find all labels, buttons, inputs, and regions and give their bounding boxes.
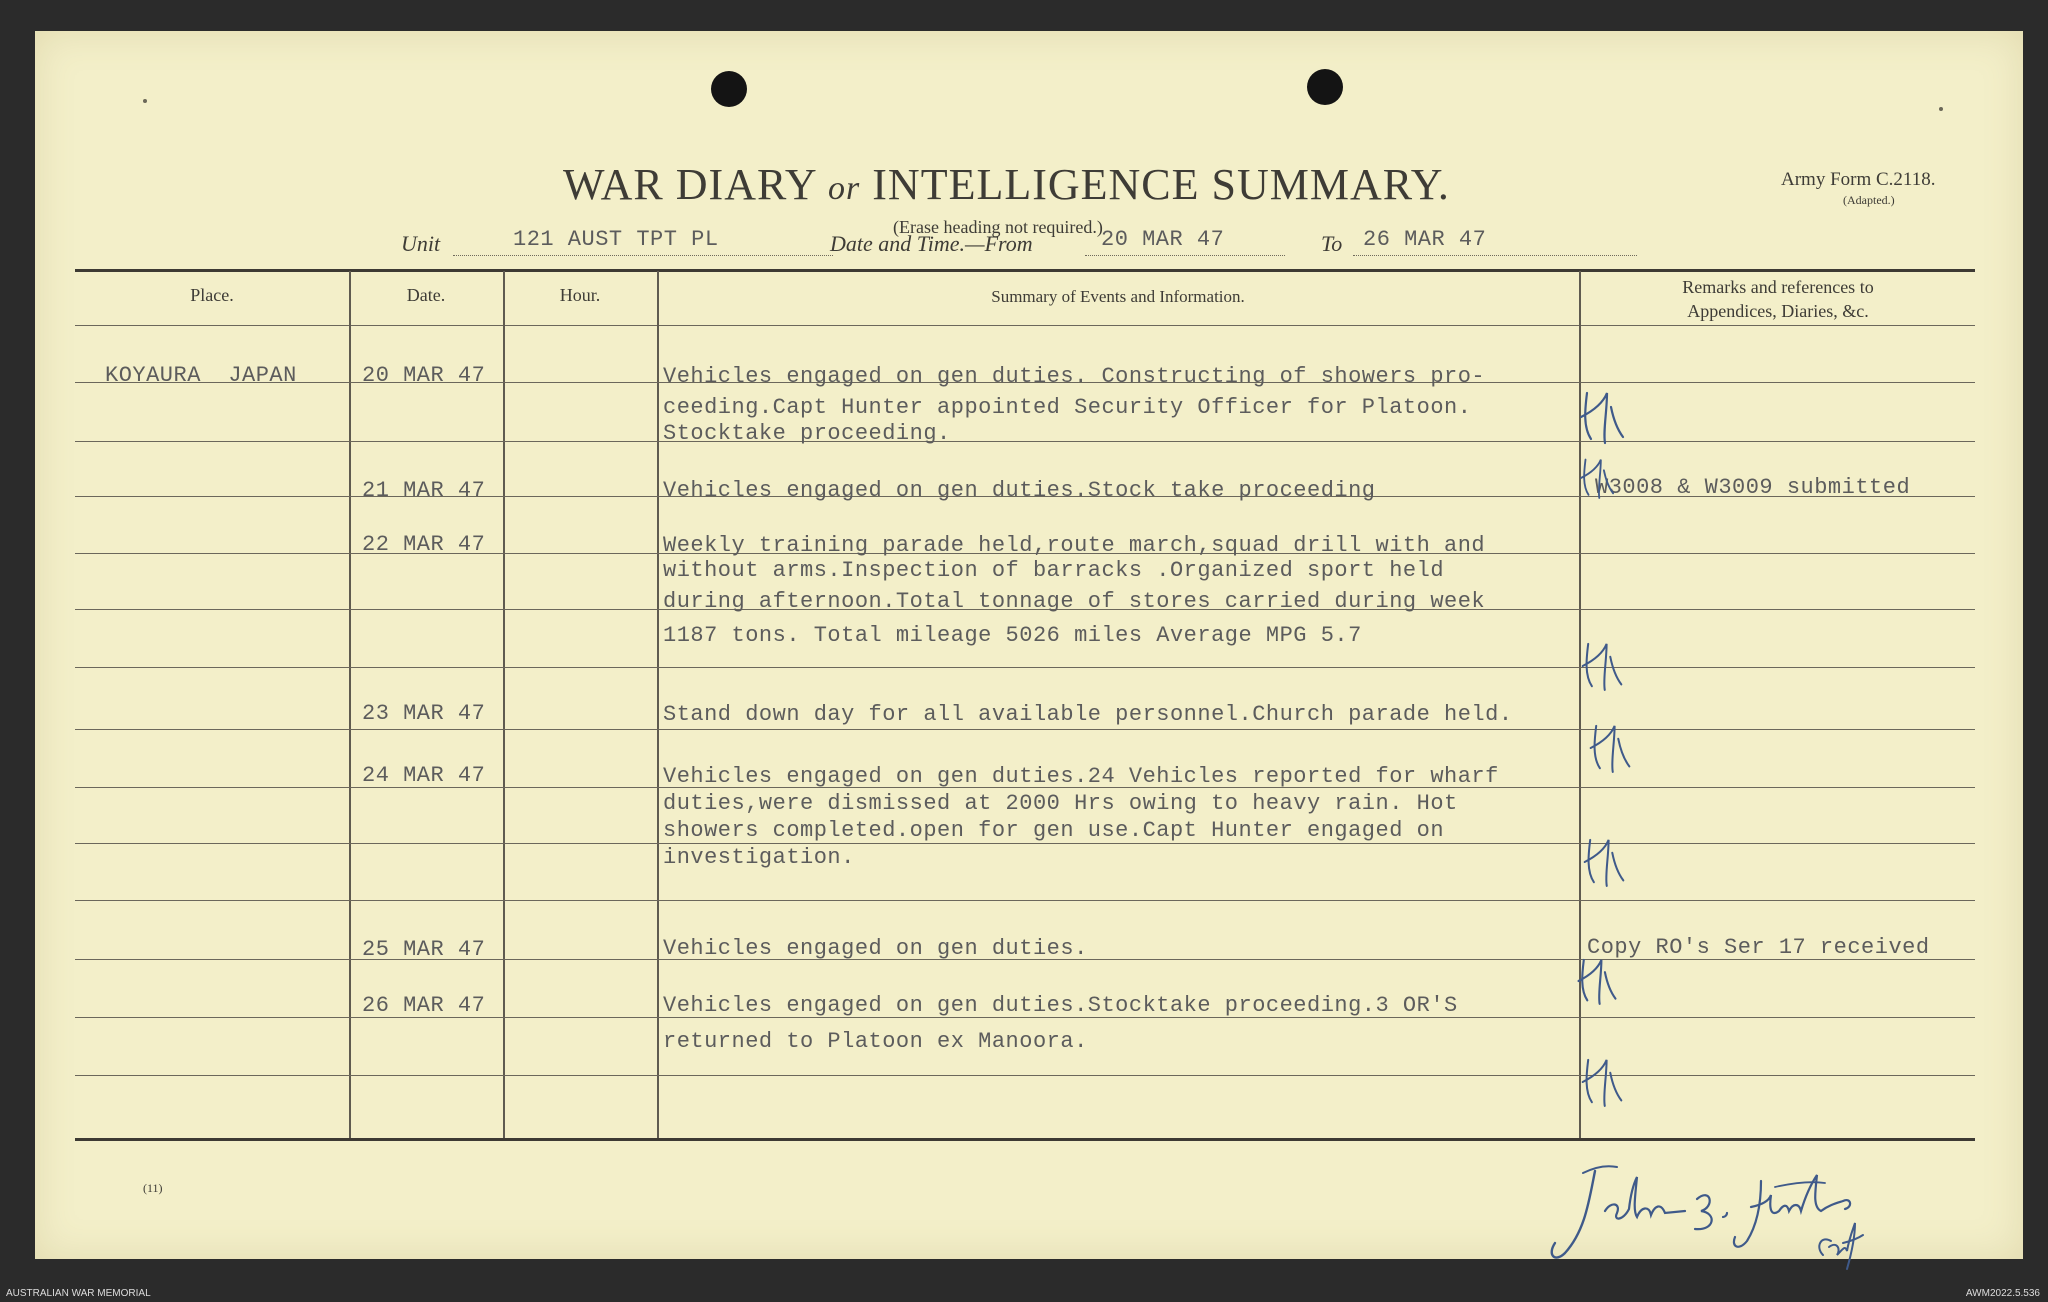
- date-to-dotted-line: [1353, 255, 1637, 256]
- col-header-hour: Hour.: [559, 285, 601, 305]
- table-bottom-rule: [75, 1138, 1975, 1141]
- entry-date: 26 MAR 47: [362, 993, 486, 1018]
- title-part-1: WAR DIARY: [563, 160, 817, 209]
- entry-summary-line: Vehicles engaged on gen duties.Stocktake proceeding.3 OR'S: [663, 993, 1458, 1018]
- table-top-rule: [75, 269, 1975, 272]
- title-part-2: INTELLIGENCE SUMMARY.: [872, 160, 1450, 209]
- entry-summary-line: Vehicles engaged on gen duties. Constructing of showers pro-: [663, 364, 1486, 389]
- footer-accession-number: AWM2022.5.536: [1965, 1288, 2040, 1299]
- entry-date: 25 MAR 47: [362, 937, 486, 962]
- punch-hole-left: [711, 71, 747, 107]
- col-header-summary: Summary of Events and Information.: [991, 287, 1245, 306]
- initials-mark: [1581, 831, 1627, 893]
- entry-summary-line: Stocktake proceeding.: [663, 421, 951, 446]
- entry-date: 23 MAR 47: [362, 701, 486, 726]
- row-rule: [75, 441, 1975, 442]
- col-header-remarks-line-1: Remarks and references to: [1682, 277, 1874, 297]
- col-header-remarks-line-2: Appendices, Diaries, &c.: [1687, 301, 1869, 321]
- title-or: or: [828, 170, 861, 207]
- sheet-number: (11): [143, 1181, 163, 1195]
- entry-remark: W3008 & W3009 submitted: [1595, 475, 1911, 500]
- unit-value: 121 AUST TPT PL: [513, 227, 719, 252]
- entry-summary-line: showers completed.open for gen use.Capt Hunter engaged on: [663, 818, 1445, 843]
- footer-archive-name: AUSTRALIAN WAR MEMORIAL: [6, 1288, 151, 1299]
- entry-summary-line: Weekly training parade held,route march,squad drill with and: [663, 533, 1486, 558]
- col-divider-3: [657, 271, 659, 1138]
- unit-label: Unit: [401, 231, 441, 256]
- entry-date: 22 MAR 47: [362, 532, 486, 557]
- entry-place: KOYAURA JAPAN: [105, 363, 297, 388]
- entry-date: 21 MAR 47: [362, 478, 486, 503]
- unit-dotted-line: [453, 255, 833, 256]
- form-number: Army Form C.2118.: [1781, 169, 1936, 190]
- entry-summary-line: during afternoon.Total tonnage of stores carried during week: [663, 589, 1486, 614]
- entry-summary-line: ceeding.Capt Hunter appointed Security Officer for Platoon.: [663, 395, 1472, 420]
- to-label: To: [1321, 231, 1343, 256]
- col-divider-1: [349, 271, 351, 1138]
- form-adapted: (Adapted.): [1843, 193, 1895, 207]
- entry-summary-line: without arms.Inspection of barracks .Organized sport held: [663, 558, 1445, 583]
- entry-summary-line: 1187 tons. Total mileage 5026 miles Average MPG 5.7: [663, 623, 1362, 648]
- page-subtitle: (Erase heading not required.): [893, 217, 1103, 237]
- entry-summary-line: Vehicles engaged on gen duties.: [663, 936, 1088, 961]
- col-header-place: Place.: [190, 285, 234, 305]
- date-to: 26 MAR 47: [1363, 227, 1487, 252]
- paper-speck: [143, 99, 147, 103]
- diary-sheet: [35, 31, 2023, 1259]
- entry-summary-line: returned to Platoon ex Manoora.: [663, 1029, 1088, 1054]
- initials-mark: [1575, 455, 1619, 501]
- entry-summary-line: Vehicles engaged on gen duties.Stock take proceeding: [663, 478, 1376, 503]
- row-rule: [75, 667, 1975, 668]
- initials-mark: [1587, 717, 1633, 779]
- entry-summary-line: investigation.: [663, 845, 855, 870]
- entry-remark: Copy RO's Ser 17 received: [1587, 935, 1930, 960]
- paper-speck: [1939, 107, 1943, 111]
- entry-summary-line: Stand down day for all available personnel.Church parade held.: [663, 702, 1513, 727]
- row-rule: [75, 843, 1975, 844]
- initials-mark: [1575, 953, 1619, 1009]
- punch-hole-right: [1307, 69, 1343, 105]
- row-rule: [75, 729, 1975, 730]
- date-from-dotted-line: [1085, 255, 1285, 256]
- col-header-date: Date.: [406, 285, 446, 305]
- signature: [1525, 1151, 1915, 1281]
- date-label: Date and Time.—From: [830, 231, 1033, 256]
- row-rule: [75, 900, 1975, 901]
- col-divider-2: [503, 271, 505, 1138]
- entry-date: 24 MAR 47: [362, 763, 486, 788]
- initials-mark: [1579, 635, 1625, 697]
- date-from: 20 MAR 47: [1101, 227, 1225, 252]
- entry-date: 20 MAR 47: [362, 363, 486, 388]
- row-rule: [75, 1075, 1975, 1076]
- page-title: [563, 159, 1450, 210]
- initials-mark: [1579, 1051, 1625, 1113]
- initials-mark: [1577, 387, 1627, 447]
- header-rule: [75, 325, 1975, 326]
- entry-summary-line: Vehicles engaged on gen duties.24 Vehicles reported for wharf: [663, 764, 1499, 789]
- entry-summary-line: duties,were dismissed at 2000 Hrs owing to heavy rain. Hot: [663, 791, 1458, 816]
